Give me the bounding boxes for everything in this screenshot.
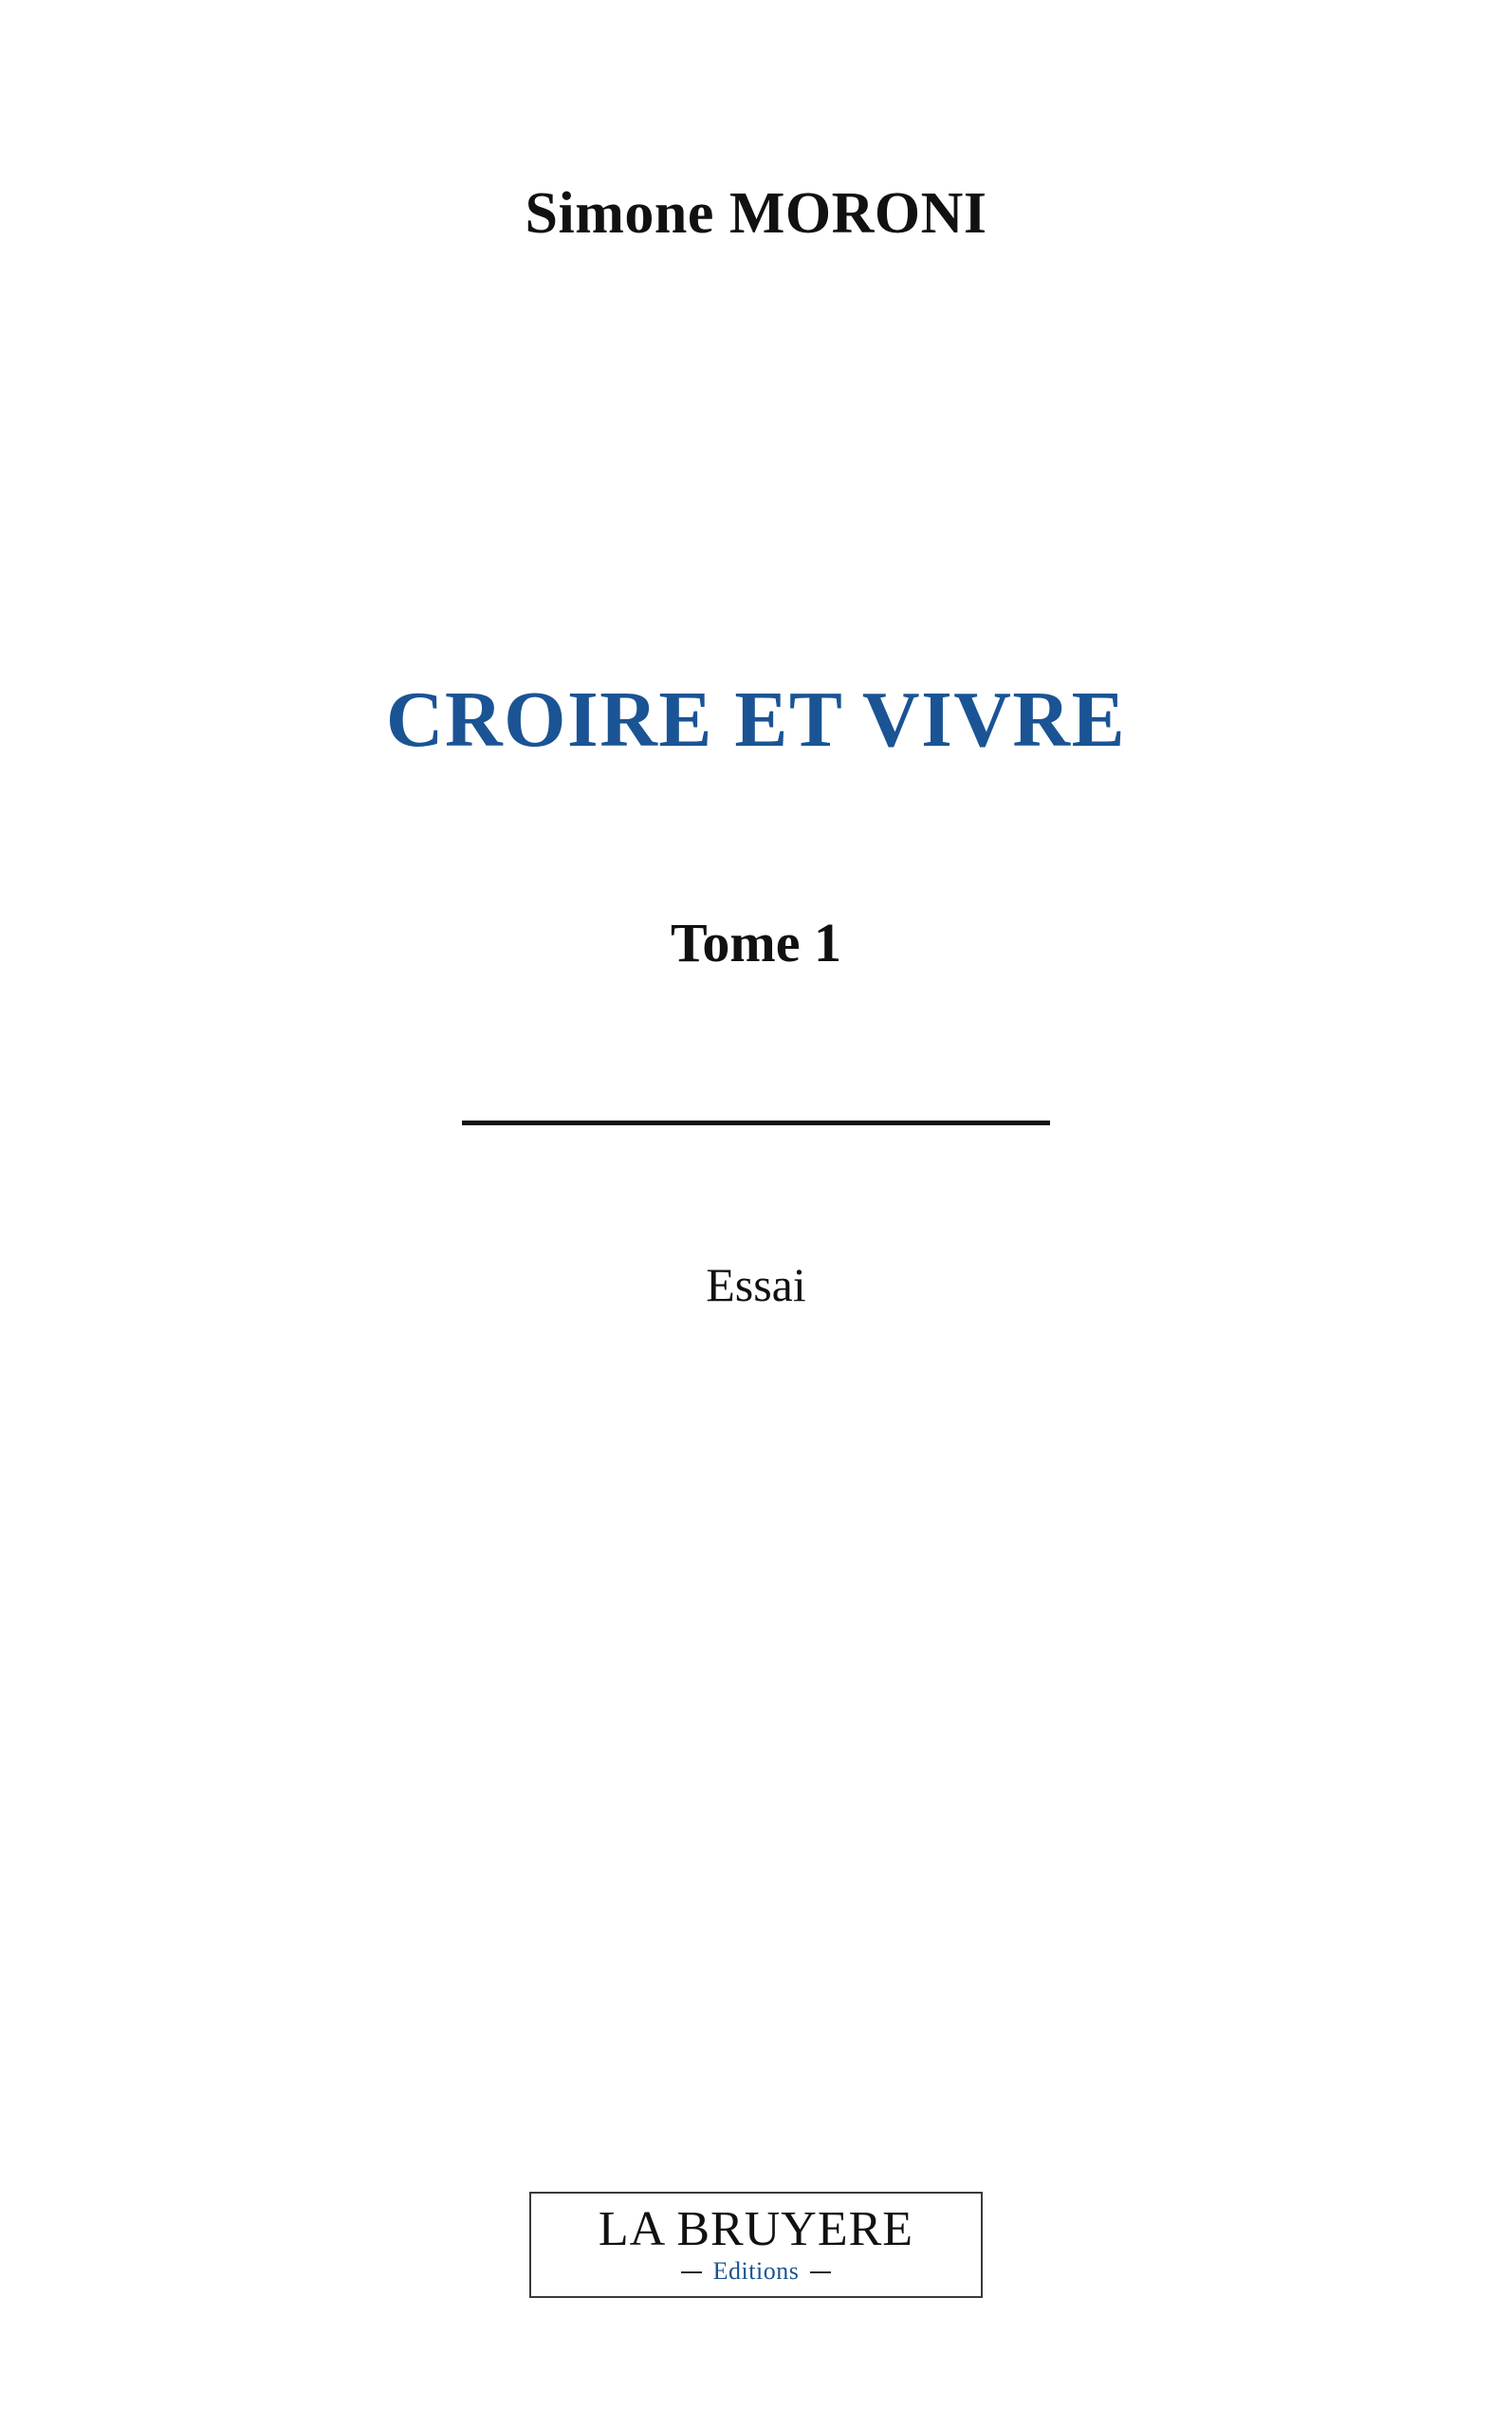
author-family-name: MORONI — [728, 181, 987, 246]
publisher-name: LA BRUYERE — [598, 2202, 914, 2257]
volume-label: Tome 1 — [671, 912, 841, 973]
horizontal-rule — [462, 1121, 1050, 1125]
author-given-name: Simone — [525, 181, 714, 246]
book-title: CROIRE ET VIVRE — [385, 676, 1127, 764]
publisher-subtitle: Editions — [689, 2257, 824, 2286]
author-name — [0, 180, 1512, 248]
publisher-logo — [529, 2192, 983, 2298]
genre-label: Essai — [706, 1258, 806, 1311]
